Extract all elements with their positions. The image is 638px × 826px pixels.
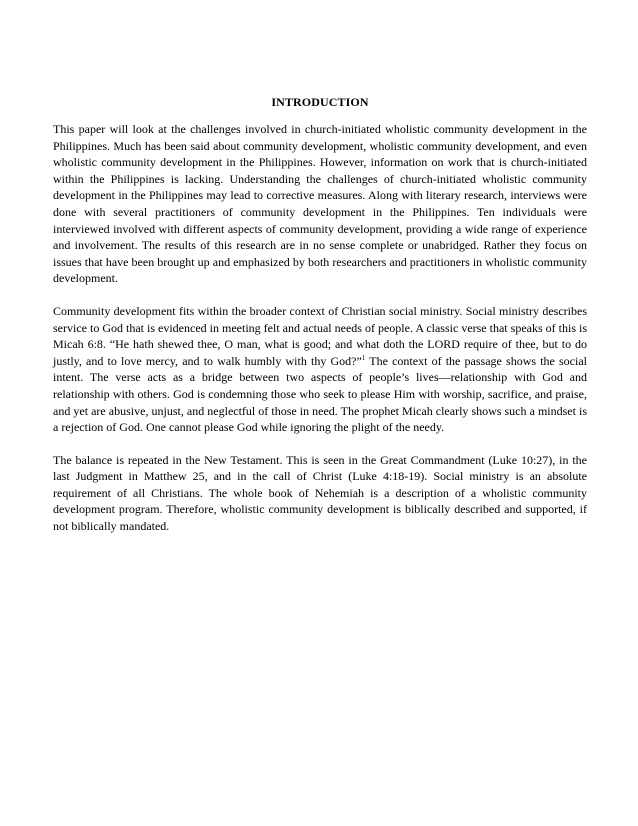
section-heading: INTRODUCTION bbox=[271, 95, 369, 109]
document-body bbox=[53, 93, 587, 551]
footnote-marker[interactable]: 1 bbox=[361, 353, 366, 362]
paragraph-2 bbox=[53, 303, 587, 436]
paragraph-1 bbox=[53, 121, 587, 287]
paragraph-3 bbox=[53, 452, 587, 535]
paragraph-2-text-before-note: Community development fits within the broader context of Christian social ministry. Social ministry describes service to God that is evidenced in meeting felt and actual needs of people. A classic verse that speaks of this is Micah 6:8. “He hath shewed thee, O man, what is good; and what doth the LORD require of thee, but to do justly, and to love mercy, and to walk humbly with thy God?” bbox=[53, 303, 587, 368]
paragraph-3-text: The balance is repeated in the New Testament. This is seen in the Great Commandment (Luke 10:27), in the last Judgment in Matthew 25, and in the call of Christ (Luke 4:18-19). Social ministry is an absolute requirement of all Christians. The whole book of Nehemiah is a description of a wholistic community development program. Therefore, wholistic community development is biblically described and supported, if not biblically mandated. bbox=[53, 452, 587, 534]
paragraph-1-text: This paper will look at the challenges involved in church-initiated wholistic community development in the Philippines. Much has been said about community development, wholistic community development, and even wholistic community development in the Philippines. However, information on work that is church-initiated within the Philippines is lacking. Understanding the challenges of church-initiated wholistic community development in the Philippines may lead to corrective measures. Along with literary research, interviews were done with several practitioners of community development in the Philippines. Ten individuals were interviewed involved with different aspects of community development, providing a wide range of experience and involvement. The results of this research are in no sense complete or unabridged. Rather they focus on issues that have been brought up and emphasized by both researchers and practitioners in wholistic community development. bbox=[53, 122, 587, 286]
paragraph-2-text-after-note: The context of the passage shows the social intent. The verse acts as a bridge between two aspects of people’s lives—relationship with God and relationship with others. God is condemning those who seek to please Him with worship, sacrifice, and praise, and yet are abusive, unjust, and neglectful of those in need. The prophet Micah clearly shows such a mindset is a rejection of God. One cannot please God while ignoring the plight of the needy. bbox=[53, 353, 588, 435]
